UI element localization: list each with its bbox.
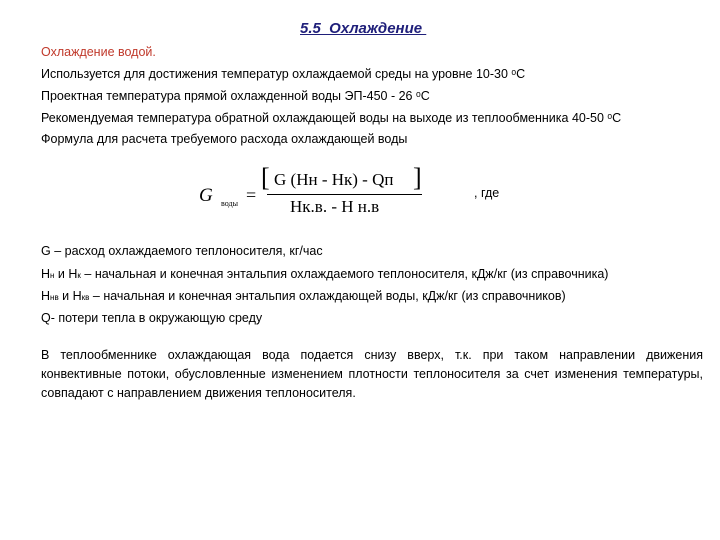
formula-equals: = bbox=[246, 185, 257, 205]
intro-line-1: Используется для достижения температур охлаждаемой среды на уровне 10-30 ᵒС bbox=[41, 67, 526, 81]
formula-bracket-left: [ bbox=[261, 163, 270, 192]
def2-text: – начальная и конечная энтальпия охлаждаемого теплоносителя, кДж/кг (из справочника) bbox=[80, 267, 609, 281]
intro-line-3: Рекомендуемая температура обратной охлаждающей воды на выходе из теплообменника 40-50 ᵒС bbox=[41, 111, 622, 125]
section-heading: Охлаждение водой. bbox=[41, 45, 156, 59]
def2-symbol-b: и Н bbox=[54, 267, 78, 281]
formula-bracket-right: ] bbox=[413, 163, 422, 192]
definition-enthalpy-water bbox=[41, 289, 566, 305]
formula-denominator: Нк.в. - Н н.в bbox=[290, 197, 380, 216]
page-title: 5.5 Охлаждение bbox=[300, 20, 427, 37]
formula bbox=[199, 163, 439, 223]
formula-lhs-subscript: воды bbox=[221, 199, 238, 208]
formula-lhs: G bbox=[199, 185, 213, 206]
def3-sub-a: нв bbox=[50, 293, 59, 302]
intro-line-4: Формула для расчета требуемого расхода охлаждающей воды bbox=[41, 132, 408, 146]
definition-g: G – расход охлаждаемого теплоносителя, кг/час bbox=[41, 244, 323, 258]
def2-sub-a: н bbox=[50, 271, 55, 280]
definition-enthalpy-coolant bbox=[41, 267, 608, 283]
def3-text: – начальная и конечная энтальпия охлаждающей воды, кДж/кг (из справочников) bbox=[89, 289, 566, 303]
formula-suffix: , где bbox=[474, 186, 500, 200]
intro-line-2: Проектная температура прямой охлажденной воды ЭП-450 - 26 ᵒС bbox=[41, 89, 430, 103]
definition-q: Q- потери тепла в окружающую среду bbox=[41, 311, 263, 325]
formula-numerator: G (Нн - Нк) - Qп bbox=[274, 170, 394, 189]
fraction-line bbox=[267, 194, 422, 195]
def3-symbol-a: Н bbox=[41, 289, 51, 303]
explanation-paragraph: В теплообменнике охлаждающая вода подается снизу вверх, т.к. при таком направлении движения конвективные потоки, обусловленные изменением плотности теплоносителя за счет изменения температуры, совпадают с направлением движения теплоносителя. bbox=[41, 348, 703, 400]
def2-symbol-a: Н bbox=[41, 267, 51, 281]
def2-sub-b: к bbox=[77, 271, 81, 280]
def3-sub-b: кв bbox=[81, 293, 90, 302]
def3-symbol-b: и Н bbox=[58, 289, 82, 303]
